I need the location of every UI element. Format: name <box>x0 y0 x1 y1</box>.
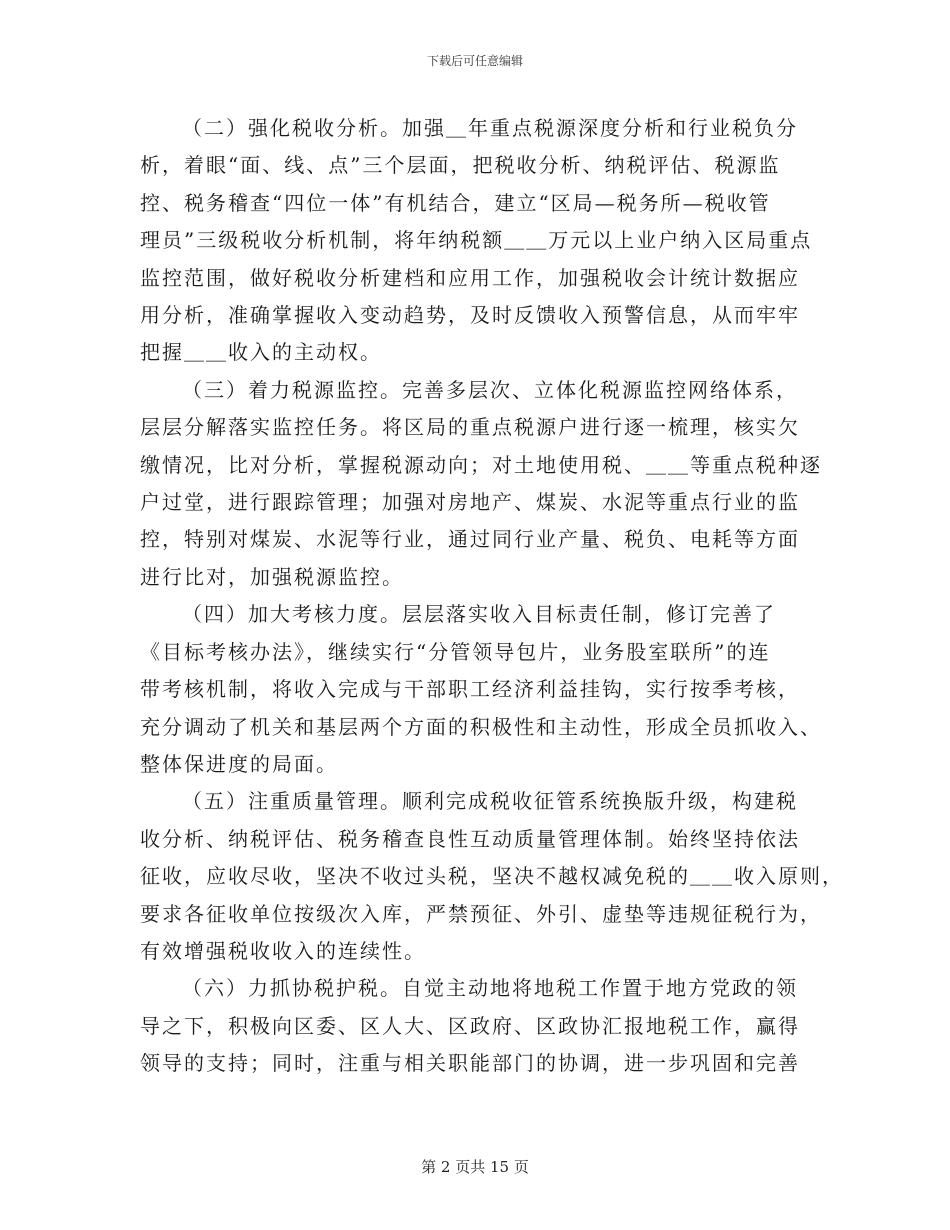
paragraph-line: （三）着力税源监控。完善多层次、立体化税源监控网络体系， <box>182 377 798 402</box>
paragraph <box>140 110 816 372</box>
paragraph-line: （二）强化税收分析。加强＿年重点税源深度分析和行业税负分 <box>182 116 798 140</box>
paragraph-line: 监控范围，做好税收分析建档和应用工作，加强税收会计统计数据应 <box>140 265 800 290</box>
page-footer: 第 2 页共 15 页 <box>421 1158 529 1176</box>
paragraph-line: 带考核机制，将收入完成与干部职工经济利益挂钩，实行按季考核， <box>140 677 800 702</box>
paragraph-line: 导之下，积极向区委、区人大、区政府、区政协汇报地税工作，赢得 <box>140 1013 800 1038</box>
paragraph-line: 整体保进度的局面。 <box>140 751 338 776</box>
paragraph <box>140 372 822 596</box>
paragraph-line: 用分析，准确掌握收入变动趋势，及时反馈收入预警信息，从而牢牢 <box>140 303 800 328</box>
paragraph-line: 有效增强税收收入的连续性。 <box>140 938 426 963</box>
paragraph-line: 控、税务稽查“四位一体”有机结合，建立“区局—税务所—税收管 <box>140 190 771 215</box>
paragraph-line: （五）注重质量管理。顺利完成税收征管系统换版升级，构建税 <box>182 789 798 814</box>
paragraph <box>140 783 844 970</box>
page-header: 下载后可任意编辑 <box>426 54 523 68</box>
paragraph-line: 收分析、纳税评估、税务稽查良性互动质量管理体制。始终坚持依法 <box>140 826 800 851</box>
paragraph-line: 征收，应收尽收，坚决不收过头税，坚决不越权减免税的＿＿收入原则， <box>140 864 844 889</box>
paragraph-line: 《目标考核办法》，继续实行“分管领导包片，业务股室联所”的连 <box>140 639 771 664</box>
document-body <box>140 110 844 1083</box>
paragraph-line: 进行比对，加强税源监控。 <box>140 564 404 589</box>
paragraph-line: 层层分解落实监控任务。将区局的重点税源户进行逐一梳理，核实欠 <box>140 415 800 440</box>
paragraph <box>140 970 816 1082</box>
paragraph-line: 户过堂，进行跟踪管理；加强对房地产、煤炭、水泥等重点行业的监 <box>140 490 800 515</box>
paragraph-line: 要求各征收单位按级次入库，严禁预征、外引、虚垫等违规征税行为， <box>140 901 822 926</box>
paragraph-line: 缴情况，比对分析，掌握税源动向；对土地使用税、＿＿等重点税种逐 <box>140 452 822 477</box>
paragraph-line: （六）力抓协税护税。自觉主动地将地税工作置于地方党政的领 <box>182 976 798 1001</box>
paragraph-line: 理员”三级税收分析机制，将年纳税额＿＿万元以上业户纳入区局重点 <box>140 228 813 253</box>
paragraph-line: 把握＿＿收入的主动权。 <box>140 340 382 365</box>
paragraph-line: 控，特别对煤炭、水泥等行业，通过同行业产量、税负、电耗等方面 <box>140 527 800 552</box>
paragraph-line: （四）加大考核力度。层层落实收入目标责任制，修订完善了 <box>182 602 776 627</box>
paragraph-line: 析，着眼“面、线、点”三个层面，把税收分析、纳税评估、税源监 <box>140 153 781 178</box>
paragraph-line: 充分调动了机关和基层两个方面的积极性和主动性，形成全员抓收入、 <box>140 714 822 739</box>
paragraph-line: 领导的支持；同时，注重与相关职能部门的协调，进一步巩固和完善 <box>140 1051 800 1076</box>
paragraph <box>140 596 822 783</box>
